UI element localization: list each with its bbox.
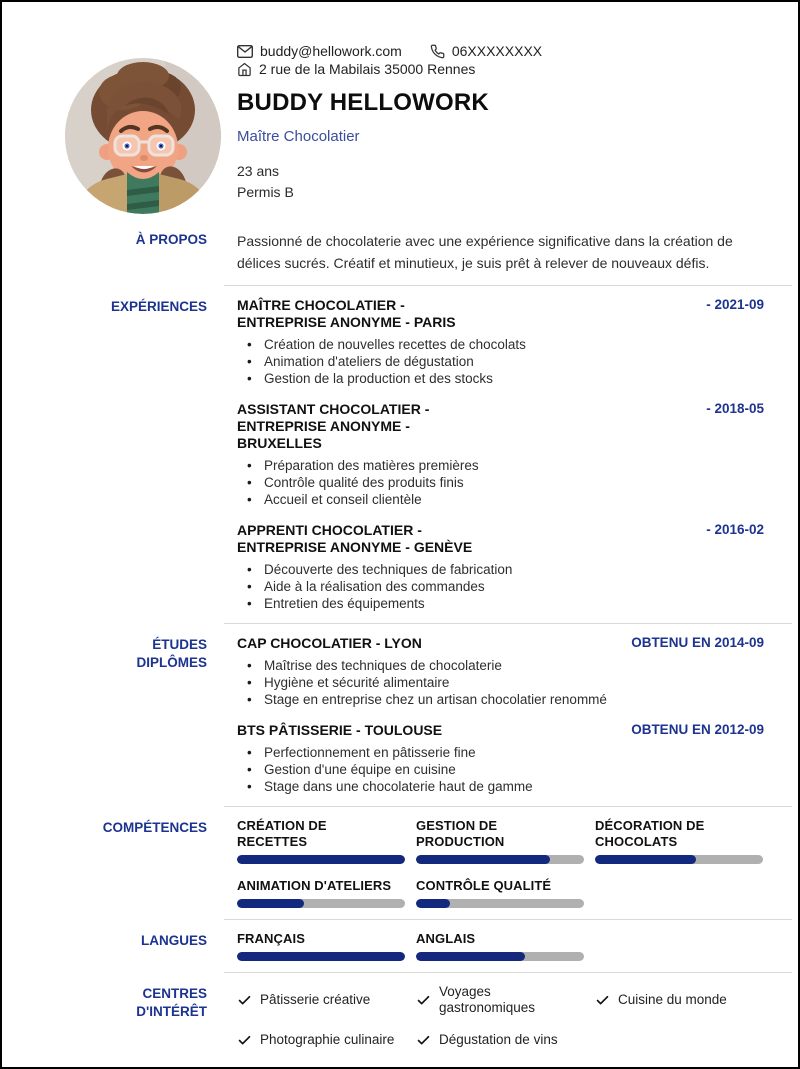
language-item <box>416 931 584 961</box>
bullet-item: • Aide à la réalisation des commandes <box>237 578 764 595</box>
interest-item <box>237 992 405 1008</box>
skill-name: GESTION DE PRODUCTION <box>416 818 505 849</box>
languages-grid <box>237 931 764 961</box>
interest-item <box>416 1032 584 1048</box>
education-date: OBTENU EN 2014-09 <box>631 635 764 650</box>
check-icon <box>416 993 431 1008</box>
check-icon <box>237 1033 252 1048</box>
section-divider <box>224 623 792 624</box>
section-label-interests: CENTRES D'INTÉRÊT <box>136 986 207 1019</box>
mail-icon <box>237 45 253 58</box>
job-title: Maître Chocolatier <box>237 128 360 145</box>
candidate-age: 23 ans <box>237 163 280 179</box>
skill-bar-track <box>416 855 584 864</box>
bullet-item: • Accueil et conseil clientèle <box>237 491 764 508</box>
experience-date: - 2016-02 <box>706 522 764 537</box>
language-bar-track <box>416 952 584 961</box>
cv-page <box>2 2 798 1048</box>
skill-item <box>416 818 584 864</box>
interest-text: Voyages gastronomiques <box>439 984 536 1015</box>
experience-list <box>237 297 798 612</box>
skill-bar-track <box>237 855 405 864</box>
address-text: 2 rue de la Mabilais 35000 Rennes <box>259 61 476 77</box>
skill-bar-fill <box>416 899 450 908</box>
home-icon <box>237 62 252 77</box>
education-list <box>237 635 798 795</box>
check-icon <box>416 1033 431 1048</box>
interest-text: Dégustation de vins <box>439 1032 558 1047</box>
education-title: BTS PÂTISSERIE - TOULOUSE <box>237 722 443 738</box>
phone-contact <box>430 43 542 59</box>
education-bullets <box>237 744 764 795</box>
bullet-item: • Contrôle qualité des produits finis <box>237 474 764 491</box>
skill-bar-fill <box>237 899 304 908</box>
interest-text: Photographie culinaire <box>260 1032 395 1047</box>
bullet-item: • Hygiène et sécurité alimentaire <box>237 674 764 691</box>
section-interests <box>2 984 798 1048</box>
bullet-item: • Découverte des techniques de fabrication <box>237 561 764 578</box>
skill-name: ANIMATION D'ATELIERS <box>237 878 392 893</box>
skill-bar-track <box>237 899 405 908</box>
bullet-item: • Stage en entreprise chez un artisan chocolatier renommé <box>237 691 764 708</box>
section-label-skills: COMPÉTENCES <box>102 820 207 835</box>
language-name: ANGLAIS <box>416 931 476 946</box>
bullet-item: • Gestion d'une équipe en cuisine <box>237 761 764 778</box>
interest-text: Pâtisserie créative <box>260 992 371 1007</box>
section-divider <box>224 806 792 807</box>
education-item <box>237 635 764 708</box>
skill-item <box>416 878 584 908</box>
candidate-meta <box>237 161 542 203</box>
interest-item <box>237 1032 405 1048</box>
language-item <box>237 931 405 961</box>
email-text: buddy@hellowork.com <box>260 43 402 59</box>
section-label-languages: LANGUES <box>140 933 207 948</box>
section-languages <box>2 931 798 961</box>
section-skills <box>2 818 798 908</box>
check-icon <box>237 993 252 1008</box>
skill-item <box>237 878 405 908</box>
driving-license: Permis B <box>237 184 294 200</box>
experience-date: - 2018-05 <box>706 401 764 416</box>
skill-bar-track <box>595 855 763 864</box>
section-divider <box>224 919 792 920</box>
bullet-item: • Création de nouvelles recettes de chocolats <box>237 336 764 353</box>
contact-row-1 <box>237 42 542 60</box>
bullet-item: • Stage dans une chocolaterie haut de gamme <box>237 778 764 795</box>
language-bar-fill <box>237 952 405 961</box>
skill-name: DÉCORATION DE CHOCOLATS <box>595 818 705 849</box>
skill-bar-track <box>416 899 584 908</box>
check-icon <box>595 993 610 1008</box>
education-title: CAP CHOCOLATIER - LYON <box>237 635 422 651</box>
experience-bullets <box>237 336 764 387</box>
section-about <box>2 230 798 274</box>
skill-bar-fill <box>416 855 550 864</box>
bullet-item: • Gestion de la production et des stocks <box>237 370 764 387</box>
section-label-about: À PROPOS <box>135 232 207 247</box>
language-bar-fill <box>416 952 525 961</box>
address-contact <box>237 61 475 77</box>
email-contact <box>237 43 402 59</box>
education-bullets <box>237 657 764 708</box>
experience-title: ASSISTANT CHOCOLATIER - ENTREPRISE ANONYME - BRUXELLES <box>237 401 430 451</box>
experience-date: - 2021-09 <box>706 297 764 312</box>
header <box>2 42 798 214</box>
skill-name: CRÉATION DE RECETTES <box>237 818 327 849</box>
interest-item <box>416 984 584 1016</box>
section-divider <box>224 285 792 286</box>
experience-item <box>237 401 764 508</box>
phone-text: 06XXXXXXXX <box>451 43 543 59</box>
education-item <box>237 722 764 795</box>
skill-item <box>595 818 763 864</box>
language-name: FRANÇAIS <box>237 931 305 946</box>
bullet-item: • Animation d'ateliers de dégustation <box>237 353 764 370</box>
experience-item <box>237 522 764 612</box>
interests-grid <box>237 984 764 1048</box>
skill-bar-fill <box>595 855 696 864</box>
interest-item <box>595 992 764 1008</box>
avatar <box>65 58 221 214</box>
skill-name: CONTRÔLE QUALITÉ <box>416 878 552 893</box>
experience-bullets <box>237 561 764 612</box>
contact-row-2 <box>237 60 542 78</box>
education-date: OBTENU EN 2012-09 <box>631 722 764 737</box>
experience-item <box>237 297 764 387</box>
interest-text: Cuisine du monde <box>618 992 727 1007</box>
bullet-item: • Perfectionnement en pâtisserie fine <box>237 744 764 761</box>
skills-grid <box>237 818 764 908</box>
section-label-education: ÉTUDES DIPLÔMES <box>136 637 207 670</box>
bullet-item: • Entretien des équipements <box>237 595 764 612</box>
candidate-name: BUDDY HELLOWORK <box>237 89 489 116</box>
section-label-experiences: EXPÉRIENCES <box>110 299 207 314</box>
phone-icon <box>430 44 445 59</box>
skill-bar-fill <box>237 855 405 864</box>
experience-title: MAÎTRE CHOCOLATIER - ENTREPRISE ANONYME - PARIS <box>237 297 456 330</box>
skill-item <box>237 818 405 864</box>
bullet-item: • Maîtrise des techniques de chocolaterie <box>237 657 764 674</box>
avatar-illustration <box>65 58 221 214</box>
language-bar-track <box>237 952 405 961</box>
experience-title: APPRENTI CHOCOLATIER - ENTREPRISE ANONYME - GENÈVE <box>237 522 473 555</box>
experience-bullets <box>237 457 764 508</box>
bullet-item: • Préparation des matières premières <box>237 457 764 474</box>
section-divider <box>224 972 792 973</box>
section-experiences <box>2 297 798 612</box>
section-education <box>2 635 798 795</box>
about-text: Passionné de chocolaterie avec une expérience significative dans la création de délices sucrés. Créatif et minutieux, je suis prêt à relever de nouveaux défis. <box>237 233 733 271</box>
header-info <box>237 42 542 203</box>
